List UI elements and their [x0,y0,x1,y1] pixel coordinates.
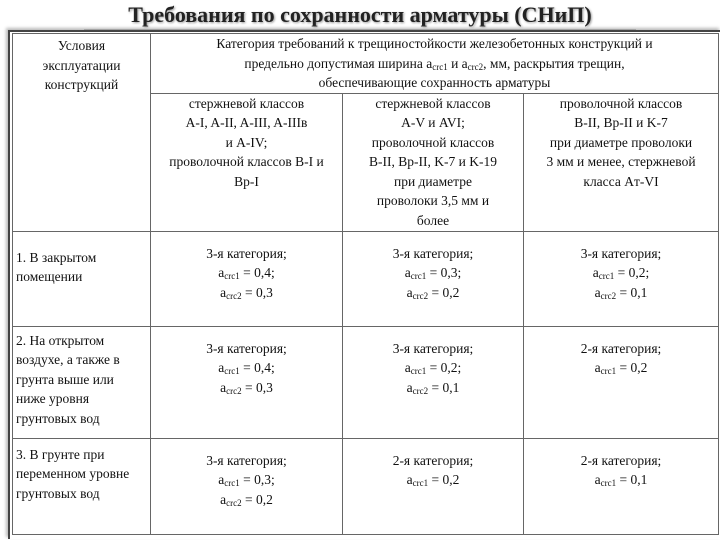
table-cell: 2-я категория; $a_{crc1} = 0,1$ [524,438,719,534]
table-cell: 3-я категория; $a_{crc1} = 0,3$; $a_{crc2} = 0,2$ [343,231,524,326]
table-cell: 3-я категория; $a_{crc1} = 0,2$; $a_{crc2} = 0,1$ [524,231,719,326]
header-sub-2: стержневой классов A-V и AVI; проволочной классов B-II, Bр-II, K-7 и K-19 при диаметре проволоки 3,5 мм и более [343,93,524,231]
header-sub-1: стержневой классов A-I, A-II, A-III, A-IIIв и A-IV; проволочной классов B-I и Bр-I [151,93,343,231]
table-row [13,438,719,534]
table-row [13,326,719,438]
requirements-table [12,33,719,535]
table-cell: 3-я категория; $a_{crc1} = 0,3$; $a_{crc2} = 0,2$ [151,438,343,534]
header-main: Категория требований к трещиностойкости железобетонных конструкций и предельно допустимая ширина $a_{crc1}$ и $a_{crc2}$, мм, раскрытия трещин, обеспечивающие сохранность арматуры [151,34,719,94]
table-cell: 3-я категория; $a_{crc1} = 0,2$; $a_{crc2} = 0,1$ [343,326,524,438]
row-label: 1. В закрытом помещении [13,231,151,326]
header-conditions: Условия эксплуатации конструкций [13,34,151,232]
row-label: 2. На открытом воздухе, а также в грунта выше или ниже уровня грунтовых вод [13,326,151,438]
table-cell: 3-я категория; $a_{crc1} = 0,4$; $a_{crc2} = 0,3$ [151,231,343,326]
table-cell: 2-я категория; $a_{crc1} = 0,2$ [524,326,719,438]
row-label: 3. В грунте при переменном уровне грунтовых вод [13,438,151,534]
table-cell: 2-я категория; $a_{crc1} = 0,2$ [343,438,524,534]
table-cell: 3-я категория; $a_{crc1} = 0,4$; $a_{crc2} = 0,3$ [151,326,343,438]
header-sub-3: проволочной классов B-II, Bр-II и K-7 при диаметре проволоки 3 мм и менее, стержневой класса Aт-VI [524,93,719,231]
table-row [13,231,719,326]
page-title: Требования по сохранности арматуры (СНиП) [128,2,592,27]
